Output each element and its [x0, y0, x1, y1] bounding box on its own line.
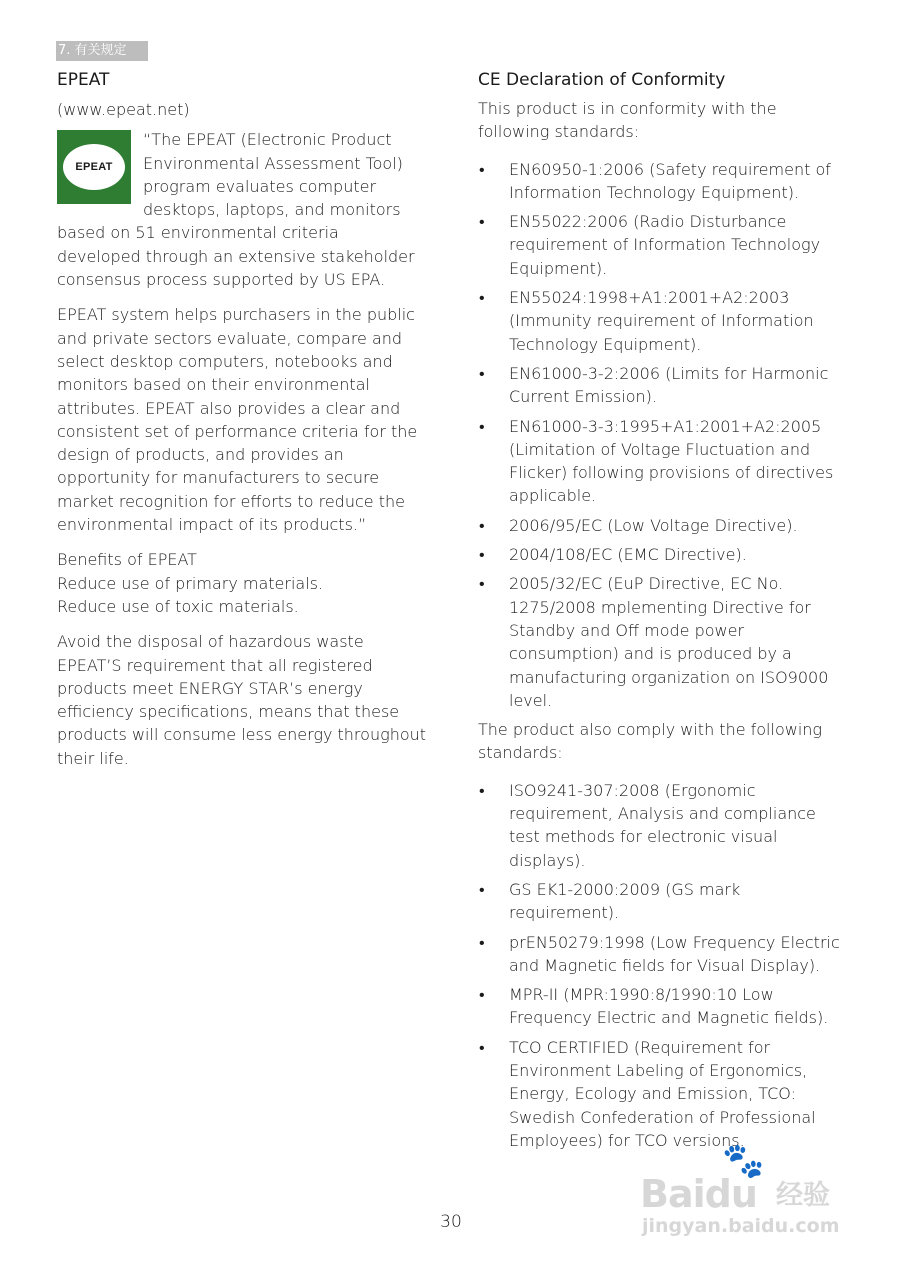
ce-column: [478, 68, 848, 1152]
paw-icon: 🐾: [722, 1141, 765, 1181]
list-item: • EN61000-3-2:2006 (Limits for Harmonic Current Emission).: [478, 362, 848, 409]
epeat-logo-text: EPEAT: [63, 144, 125, 190]
list-item: • ISO9241-307:2008 (Ergonomic requirement, Analysis and compliance test methods for electronic visual displays).: [478, 779, 848, 872]
list-item: • 2006/95/EC (Low Voltage Directive).: [478, 514, 848, 537]
list-item: • 2004/108/EC (EMC Directive).: [478, 543, 848, 566]
section-tab: 7. 有关规定: [56, 41, 148, 61]
epeat-intro-block: [57, 128, 427, 291]
list-item: • GS EK1-2000:2009 (GS mark requirement).: [478, 878, 848, 925]
epeat-url: (www.epeat.net): [57, 100, 190, 119]
list-item: • EN55024:1998+A1:2001+A2:2003 (Immunity requirement of Information Technology Equipment).: [478, 286, 848, 356]
also-standards-list: [478, 779, 848, 1152]
list-item: • TCO CERTIFIED (Requirement for Environment Labeling of Ergonomics, Energy, Ecology and Emission, TCO: Swedish Confederation of Professional Employees) for TCO versions.: [478, 1036, 848, 1152]
list-item: • prEN50279:1998 (Low Frequency Electric and Magnetic fields for Visual Display).: [478, 931, 848, 978]
epeat-title: EPEAT: [57, 70, 110, 90]
epeat-column: [57, 68, 427, 770]
avoid-text: EPEAT’S requirement that all registered products meet ENERGY STAR’s energy efficiency specifications, means that these products will consume less energy throughout their life.: [57, 655, 427, 768]
benefit-item: Reduce use of primary materials.: [57, 573, 324, 593]
list-item: • EN61000-3-3:1995+A1:2001+A2:2005 (Limitation of Voltage Fluctuation and Flicker) following provisions of directives applicable.: [478, 415, 848, 508]
avoid-block: [57, 630, 427, 770]
ce-intro: This product is in conformity with the following standards:: [478, 99, 777, 142]
baidu-watermark: [638, 1141, 850, 1240]
watermark-url: jingyan.baidu.com: [642, 1215, 840, 1237]
list-item: • 2005/32/EC (EuP Directive, EC No. 1275/2008 mplementing Directive for Standby and Off mode power consumption) and is produced by a manufacturing organization on ISO9000 level.: [478, 572, 848, 712]
benefits-block: [57, 548, 427, 618]
avoid-title: Avoid the disposal of hazardous waste: [57, 632, 364, 652]
ce-standards-list: [478, 158, 848, 713]
page-number: 30: [440, 1212, 462, 1232]
watermark-brand: Baidu: [640, 1172, 757, 1216]
list-item: • MPR-II (MPR:1990:8/1990:10 Low Frequency Electric and Magnetic fields).: [478, 983, 848, 1030]
ce-title: CE Declaration of Conformity: [478, 70, 726, 90]
epeat-intro: “The EPEAT (Electronic Product Environmental Assessment Tool) program evaluates computer desktops, laptops, and monitors based on 51 environmental criteria developed through an extensive stakeholder consensus process supported by US EPA.: [57, 130, 415, 290]
epeat-logo: [57, 130, 131, 204]
list-item: • EN55022:2006 (Radio Disturbance requirement of Information Technology Equipment).: [478, 210, 848, 280]
watermark-sub: 经验: [776, 1180, 830, 1211]
list-item: • EN60950-1:2006 (Safety requirement of Information Technology Equipment).: [478, 158, 848, 205]
epeat-system-paragraph: EPEAT system helps purchasers in the public and private sectors evaluate, compare and select desktop computers, notebooks and monitors based on their environmental attributes. EPEAT also provides a clear and consistent set of performance criteria for the design of products, and provides an opportunity for manufacturers to secure market recognition for efforts to reduce the environmental impact of its products.”: [57, 305, 418, 535]
benefit-item: Reduce use of toxic materials.: [57, 596, 299, 616]
also-comply-intro: The product also comply with the following standards:: [478, 720, 823, 763]
benefits-title: Benefits of EPEAT: [57, 550, 197, 570]
